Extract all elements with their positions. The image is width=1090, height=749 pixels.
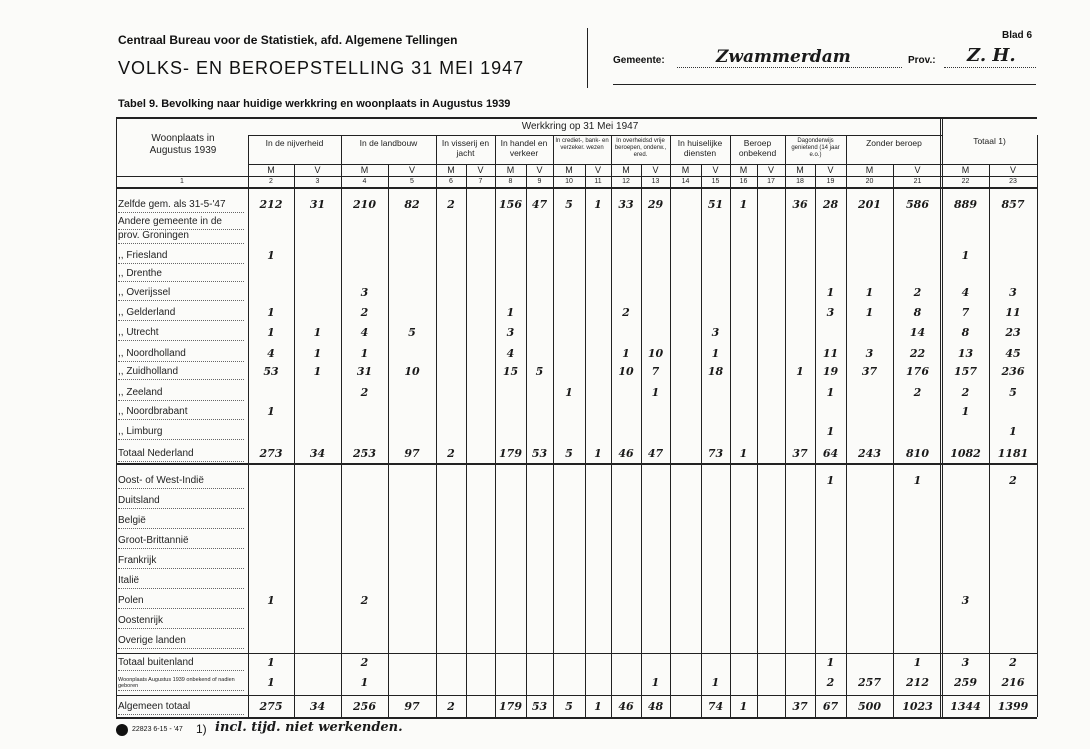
- table-cell: 2: [447, 700, 455, 713]
- row-leader-line: [118, 212, 244, 213]
- row-leader-line: [118, 419, 244, 420]
- body-top-rule: [116, 187, 1037, 189]
- row-label: Totaal Nederland: [118, 448, 194, 459]
- footnote-text: incl. tijd. niet werkenden.: [215, 720, 403, 735]
- table-cell: 256: [353, 700, 376, 713]
- table-cell: 31: [356, 365, 373, 378]
- table-cell: 34: [309, 447, 326, 460]
- column-number: 19: [826, 178, 835, 185]
- row-leader-line: [118, 508, 244, 509]
- column-number: 6: [449, 178, 453, 185]
- table-cell: 1: [826, 425, 835, 438]
- table-cell: 5: [565, 700, 573, 713]
- table-cell: 216: [1001, 676, 1025, 689]
- bureau-name: Centraal Bureau voor de Statistiek, afd. Algemene Tellingen: [118, 33, 458, 47]
- table-cell: 3: [506, 326, 515, 339]
- table-cell: 29: [647, 198, 664, 211]
- column-number: 5: [410, 178, 414, 185]
- table-top-rule: [116, 117, 1037, 119]
- table-cell: 48: [647, 700, 664, 713]
- column-divider: [815, 164, 816, 717]
- table-cell: 2: [447, 447, 455, 460]
- table-cell: 36: [792, 198, 808, 211]
- table-cell: 1: [651, 386, 660, 399]
- column-number: 14: [681, 178, 690, 185]
- prov-label: Prov.:: [908, 55, 936, 66]
- row-leader-line: [118, 670, 244, 671]
- female-column-head: V: [314, 165, 321, 175]
- table-cell: 37: [792, 447, 808, 460]
- table-cell: 1082: [950, 447, 981, 460]
- table-cell: 236: [1001, 365, 1025, 378]
- sheet-number: Blad 6: [1002, 30, 1033, 41]
- table-cell: 1: [826, 286, 835, 299]
- row-leader-line: [118, 690, 244, 691]
- male-column-head: M: [565, 165, 573, 175]
- print-code: 22823 6-15 - '47: [132, 726, 183, 733]
- column-divider: [436, 135, 437, 717]
- table-cell: 4: [267, 347, 275, 360]
- table-cell: 1181: [997, 447, 1029, 460]
- table-cell: 1: [594, 447, 602, 460]
- column-divider: [846, 135, 847, 717]
- table-cell: 1: [267, 405, 275, 418]
- column-divider: [893, 164, 894, 717]
- column-number: 1: [180, 178, 184, 185]
- table-cell: 1: [865, 286, 874, 299]
- table-cell: 1: [267, 249, 275, 262]
- table-cell: 273: [259, 447, 283, 460]
- table-cell: 1: [961, 405, 970, 418]
- gemeente-label: Gemeente:: [613, 55, 665, 66]
- table-cell: 586: [906, 198, 929, 211]
- group-heading: Beroep onbekend: [738, 138, 777, 158]
- table-cell: 45: [1005, 347, 1021, 360]
- row-leader-line: [118, 379, 244, 380]
- table-cell: 1: [1009, 425, 1017, 438]
- table-cell: 212: [906, 676, 929, 689]
- table-cell: 74: [707, 700, 724, 713]
- table-cell: 1: [961, 249, 970, 262]
- table-cell: 10: [647, 347, 664, 360]
- column-divider: [701, 164, 702, 717]
- table-cell: 97: [404, 700, 420, 713]
- column-number: 21: [913, 178, 922, 185]
- werkkring-rule: [248, 135, 942, 136]
- row-label: Groot-Brittannië: [118, 535, 189, 546]
- column-number: 7: [478, 178, 483, 185]
- table-cell: 2: [1009, 474, 1017, 487]
- column-divider: [466, 164, 467, 717]
- werkkring-label: Werkkring op 31 Mei 1947: [521, 121, 639, 132]
- table-cell: 53: [531, 447, 548, 460]
- male-column-head: M: [447, 165, 455, 175]
- table-cell: 1: [594, 198, 602, 211]
- column-divider: [294, 164, 295, 717]
- table-cell: 3: [360, 286, 369, 299]
- column-divider: [757, 164, 758, 717]
- table-cell: 1023: [902, 700, 933, 713]
- column-number: 2: [269, 178, 273, 185]
- table-cell: 3: [826, 306, 835, 319]
- table-cell: 2: [360, 594, 369, 607]
- row-label: ,, Limburg: [118, 426, 163, 437]
- male-column-head: M: [739, 165, 748, 175]
- group-heading: In visserij en jacht: [441, 138, 490, 158]
- column-number: 22: [961, 178, 970, 185]
- table-cell: 1: [826, 474, 835, 487]
- row-leader-line: [118, 361, 244, 362]
- male-column-head: M: [267, 165, 275, 175]
- row-label: ,, Noordbrabant: [118, 406, 188, 417]
- table-cell: 4: [506, 347, 515, 360]
- female-column-head: V: [536, 165, 543, 175]
- column-divider: [611, 135, 612, 717]
- table-cell: 2: [360, 386, 369, 399]
- table-cell: 1: [651, 676, 660, 689]
- table-cell: 889: [954, 198, 977, 211]
- column-number: 16: [739, 178, 748, 185]
- table-cell: 51: [707, 198, 724, 211]
- row-leader-line: [118, 340, 244, 341]
- row-label: ,, Noordholland: [118, 348, 186, 359]
- table-cell: 3: [711, 326, 720, 339]
- column-divider: [989, 164, 990, 717]
- row-label: België: [118, 515, 146, 526]
- column-number: 18: [796, 178, 804, 185]
- row-label: Oostenrijk: [118, 615, 164, 626]
- table-cell: 810: [906, 447, 929, 460]
- row-label: ,, Drenthe: [118, 268, 162, 279]
- group-heading: In huiselijke diensten: [677, 138, 723, 158]
- table-cell: 2: [360, 656, 369, 669]
- form-title: VOLKS- EN BEROEPSTELLING 31 MEI 1947: [118, 58, 525, 78]
- row-leader-line: [118, 568, 244, 569]
- table-cell: 1: [267, 594, 275, 607]
- row-leader-line: [118, 243, 244, 244]
- table-cell: 1: [267, 676, 275, 689]
- column-divider: [785, 135, 786, 717]
- table-cell: 1: [739, 700, 748, 713]
- group-heading: In overheidsd vrije beroepen, onderw., ered.: [614, 138, 667, 158]
- column-number: 13: [651, 178, 660, 185]
- table-cell: 212: [259, 198, 283, 211]
- table-cell: 47: [647, 447, 664, 460]
- table-cell: 14: [909, 326, 926, 339]
- column-divider: [341, 135, 342, 717]
- algemeen-rule: [116, 695, 1037, 696]
- table-cell: 3: [961, 656, 970, 669]
- table-cell: 1: [594, 700, 602, 713]
- male-column-head: M: [360, 165, 369, 175]
- row-label: ,, Zeeland: [118, 387, 163, 398]
- table-cell: 3: [961, 594, 970, 607]
- row-leader-line: [118, 588, 244, 589]
- group-heading: In crediet-, bank- en verzeker. wezen: [555, 138, 609, 151]
- table-cell: 253: [353, 447, 376, 460]
- table-cell: 47: [531, 198, 548, 211]
- table-cell: 53: [263, 365, 279, 378]
- row-label: Totaal buitenland: [118, 657, 194, 668]
- cbs-logo: [116, 724, 128, 736]
- table-cell: 8: [913, 306, 922, 319]
- table-cell: 46: [618, 447, 634, 460]
- row-label: Frankrijk: [118, 555, 157, 566]
- table-cell: 210: [353, 198, 376, 211]
- number-rule: [116, 176, 1037, 177]
- table-cell: 3: [865, 347, 874, 360]
- male-column-head: M: [622, 165, 630, 175]
- table-cell: 11: [1005, 306, 1021, 319]
- row-label: Overige landen: [118, 635, 186, 646]
- row-leader-line: [118, 608, 244, 609]
- table-cell: 34: [309, 700, 326, 713]
- row-label: ,, Overijssel: [118, 287, 171, 298]
- table-cell: 37: [792, 700, 808, 713]
- male-column-head: M: [796, 165, 804, 175]
- buitenland-rule: [116, 653, 1037, 654]
- table-cell: 2: [1009, 656, 1017, 669]
- table-cell: 201: [858, 198, 881, 211]
- table-cell: 1: [826, 386, 835, 399]
- female-column-head: V: [594, 165, 601, 175]
- gemeente-underline: [677, 67, 902, 68]
- table-cell: 23: [1005, 326, 1021, 339]
- group-heading: Zonder beroep: [866, 138, 922, 148]
- table-cell: 5: [565, 447, 573, 460]
- table-cell: 2: [961, 386, 970, 399]
- row-label: Andere gemeente in de: [118, 216, 222, 227]
- table-cell: 1: [913, 656, 922, 669]
- table-cell: 5: [408, 326, 416, 339]
- table-cell: 179: [499, 700, 522, 713]
- female-column-head: V: [477, 165, 484, 175]
- table-cell: 33: [618, 198, 634, 211]
- column-number: 4: [362, 178, 367, 185]
- table-cell: 2: [622, 306, 630, 319]
- row-label: ,, Utrecht: [118, 327, 159, 338]
- table-cell: 2: [913, 286, 922, 299]
- table-cell: 11: [822, 347, 839, 360]
- female-column-head: V: [652, 165, 659, 175]
- table-cell: 500: [858, 700, 881, 713]
- table-cell: 1: [865, 306, 874, 319]
- prov-underline: [944, 67, 1036, 68]
- female-column-head: V: [914, 165, 921, 175]
- row-leader-line: [118, 300, 244, 301]
- table-cell: 1: [739, 447, 748, 460]
- table-cell: 176: [906, 365, 929, 378]
- table-cell: 4: [961, 286, 970, 299]
- column-number: 10: [565, 178, 573, 185]
- row-leader-line: [118, 320, 244, 321]
- row-leader-line: [118, 648, 244, 649]
- row-leader-line: [118, 714, 244, 715]
- column-divider: [641, 164, 642, 717]
- table-title: Tabel 9. Bevolking naar huidige werkkring en woonplaats in Augustus 1939: [118, 98, 511, 110]
- table-cell: 275: [259, 700, 283, 713]
- table-cell: 2: [360, 306, 369, 319]
- row-label: Italië: [118, 575, 140, 586]
- header-divider: [587, 28, 588, 88]
- column-number: 11: [594, 178, 602, 185]
- column-number: 15: [711, 178, 720, 185]
- row-label: Zelfde gem. als 31-5-'47: [118, 199, 226, 210]
- table-cell: 1: [796, 365, 804, 378]
- row-label: Algemeen totaal: [118, 701, 191, 712]
- column-number: 17: [767, 178, 775, 185]
- table-cell: 1: [826, 656, 835, 669]
- table-cell: 243: [858, 447, 881, 460]
- row-leader-line: [118, 263, 244, 264]
- row-leader-line: [118, 461, 244, 462]
- table-cell: 8: [961, 326, 970, 339]
- row-label: Oost- of West-Indië: [118, 475, 204, 486]
- prov-value: Z. H.: [967, 45, 1016, 66]
- row-leader-line: [118, 548, 244, 549]
- column-divider: [585, 164, 586, 717]
- table-cell: 46: [618, 700, 634, 713]
- table-cell: 1: [267, 656, 275, 669]
- row-label: prov. Groningen: [118, 230, 189, 241]
- table-cell: 2: [913, 386, 922, 399]
- footnote-mark: 1): [196, 722, 207, 736]
- column-number: 12: [622, 178, 630, 185]
- male-column-head: M: [681, 165, 690, 175]
- table-cell: 1: [711, 347, 720, 360]
- table-cell: 10: [404, 365, 420, 378]
- column-divider: [730, 135, 731, 717]
- column-divider: [1037, 135, 1038, 717]
- table-cell: 1: [711, 676, 720, 689]
- table-cell: 1: [313, 365, 322, 378]
- gemeente-value: Zwammerdam: [716, 47, 851, 67]
- table-bottom-rule: [116, 717, 1037, 719]
- male-column-head: M: [506, 165, 515, 175]
- group-heading: In de nijverheid: [265, 138, 324, 148]
- column-divider: [526, 164, 527, 717]
- table-cell: 82: [404, 198, 420, 211]
- table-cell: 1: [267, 306, 275, 319]
- column-divider: [248, 135, 249, 717]
- table-cell: 19: [822, 365, 839, 378]
- table-cell: 5: [535, 365, 544, 378]
- female-column-head: V: [827, 165, 834, 175]
- rowhead-label: Woonplaats in Augustus 1939: [149, 133, 217, 156]
- row-leader-line: [118, 528, 244, 529]
- table-cell: 1: [360, 676, 369, 689]
- male-column-head: M: [961, 165, 970, 175]
- column-number: 3: [315, 178, 320, 185]
- table-cell: 37: [861, 365, 878, 378]
- column-number: 20: [865, 178, 874, 185]
- table-cell: 4: [360, 326, 369, 339]
- table-cell: 97: [404, 447, 420, 460]
- table-cell: 53: [531, 700, 548, 713]
- table-left-edge: [116, 117, 117, 717]
- table-cell: 1: [267, 326, 275, 339]
- table-cell: 15: [502, 365, 519, 378]
- female-column-head: V: [408, 165, 415, 175]
- column-divider: [388, 164, 389, 717]
- table-cell: 18: [707, 365, 724, 378]
- row-leader-line: [118, 628, 244, 629]
- row-leader-line: [118, 281, 244, 282]
- table-cell: 64: [822, 447, 839, 460]
- row-leader-line: [118, 400, 244, 401]
- table-cell: 31: [309, 198, 326, 211]
- table-cell: 1399: [997, 700, 1029, 713]
- table-cell: 5: [1009, 386, 1017, 399]
- table-cell: 257: [858, 676, 881, 689]
- female-column-head: V: [1009, 165, 1016, 175]
- group-heading: In de landbouw: [359, 138, 418, 148]
- row-label: ,, Friesland: [118, 250, 168, 261]
- table-cell: 1: [565, 386, 573, 399]
- table-cell: 1: [913, 474, 922, 487]
- totaal-nl-rule: [116, 463, 1037, 465]
- table-cell: 1344: [950, 700, 981, 713]
- group-heading: In handel en verkeer: [500, 138, 548, 158]
- column-number: 23: [1009, 178, 1017, 185]
- row-label: ,, Gelderland: [118, 307, 176, 318]
- row-label: ,, Zuidholland: [118, 366, 179, 377]
- table-cell: 1: [313, 326, 322, 339]
- row-label: Woonplaats Augustus 1939 onbekend of nadien geboren: [118, 677, 235, 689]
- group-heading: Dagonderwijs genietend (14 jaar e.o.): [791, 138, 840, 158]
- table-cell: 857: [1001, 198, 1025, 211]
- table-cell: 10: [618, 365, 634, 378]
- header-rule: [613, 84, 1036, 85]
- male-column-head: M: [865, 165, 874, 175]
- table-cell: 179: [499, 447, 522, 460]
- table-cell: 1: [506, 306, 515, 319]
- row-label: Duitsland: [118, 495, 160, 506]
- column-divider: [670, 135, 671, 717]
- table-cell: 7: [961, 306, 970, 319]
- group-heading: Totaal 1): [973, 136, 1006, 146]
- table-cell: 1: [739, 198, 748, 211]
- table-cell: 156: [499, 198, 522, 211]
- column-divider: [495, 135, 496, 717]
- table-cell: 3: [1009, 286, 1017, 299]
- table-cell: 7: [651, 365, 660, 378]
- table-cell: 28: [822, 198, 839, 211]
- table-cell: 1: [360, 347, 369, 360]
- column-number: 9: [537, 178, 542, 185]
- column-divider: [553, 135, 554, 717]
- row-label: Polen: [118, 595, 144, 606]
- table-cell: 1: [313, 347, 322, 360]
- table-cell: 2: [447, 198, 455, 211]
- column-number: 8: [508, 178, 513, 185]
- table-cell: 67: [822, 700, 839, 713]
- table-cell: 157: [954, 365, 977, 378]
- female-column-head: V: [767, 165, 774, 175]
- row-leader-line: [118, 439, 244, 440]
- table-cell: 1: [622, 347, 630, 360]
- female-column-head: V: [712, 165, 719, 175]
- table-cell: 73: [707, 447, 724, 460]
- table-cell: 5: [565, 198, 573, 211]
- table-cell: 22: [909, 347, 926, 360]
- table-cell: 13: [957, 347, 974, 360]
- row-leader-line: [118, 488, 244, 489]
- table-cell: 259: [954, 676, 977, 689]
- table-cell: 2: [826, 676, 835, 689]
